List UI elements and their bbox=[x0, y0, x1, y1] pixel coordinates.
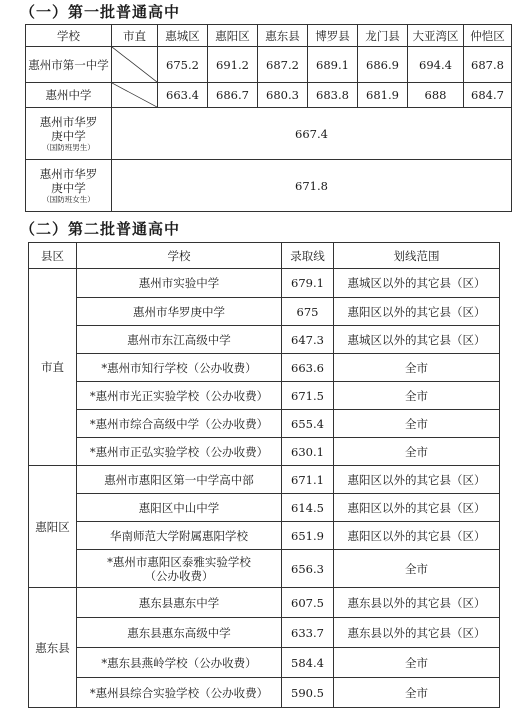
score-cell: 590.5 bbox=[282, 678, 334, 708]
header-cell: 博罗县 bbox=[308, 25, 358, 47]
header-cell: 仲恺区 bbox=[464, 25, 512, 47]
table-row bbox=[29, 326, 500, 354]
empty-diagonal-cell bbox=[112, 83, 158, 108]
school-cell: 惠州市惠阳区第一中学高中部 bbox=[77, 466, 282, 494]
score-cell: 687.2 bbox=[258, 47, 308, 83]
header-cell: 划线范围 bbox=[334, 243, 500, 269]
school-note: （国防班女生） bbox=[42, 195, 95, 204]
range-cell: 全市 bbox=[334, 648, 500, 678]
score-cell: 681.9 bbox=[358, 83, 408, 108]
school-name-line: *惠州市惠阳区泰雅实验学校 bbox=[107, 554, 251, 569]
district-cell: 惠东县 bbox=[29, 588, 77, 708]
score-cell: 655.4 bbox=[282, 410, 334, 438]
merged-score-cell: 671.8 bbox=[112, 160, 512, 212]
table-row bbox=[26, 47, 512, 83]
score-cell: 694.4 bbox=[408, 47, 464, 83]
school-cell: 惠阳区中山中学 bbox=[77, 494, 282, 522]
school-cell: 惠州市实验中学 bbox=[77, 269, 282, 298]
score-cell: 680.3 bbox=[258, 83, 308, 108]
school-cell: *惠州市综合高级中学（公办收费） bbox=[77, 410, 282, 438]
score-cell: 607.5 bbox=[282, 588, 334, 618]
header-cell: 学校 bbox=[77, 243, 282, 269]
table-header-row bbox=[26, 25, 512, 47]
score-cell: 671.1 bbox=[282, 466, 334, 494]
score-cell: 683.8 bbox=[308, 83, 358, 108]
table-row bbox=[26, 160, 512, 212]
score-cell: 651.9 bbox=[282, 522, 334, 550]
range-cell: 全市 bbox=[334, 550, 500, 588]
range-cell: 全市 bbox=[334, 410, 500, 438]
score-cell: 663.6 bbox=[282, 354, 334, 382]
score-cell: 614.5 bbox=[282, 494, 334, 522]
school-cell: 惠东县惠东中学 bbox=[77, 588, 282, 618]
table-row bbox=[29, 298, 500, 326]
range-cell: 惠城区以外的其它县（区） bbox=[334, 326, 500, 354]
score-cell: 688 bbox=[408, 83, 464, 108]
table-row bbox=[29, 410, 500, 438]
school-cell: *惠州市光正实验学校（公办收费） bbox=[77, 382, 282, 410]
range-cell: 惠东县以外的其它县（区） bbox=[334, 618, 500, 648]
first-batch-table bbox=[25, 24, 512, 212]
second-batch-table bbox=[28, 242, 500, 708]
school-cell bbox=[26, 108, 112, 160]
table-row bbox=[29, 588, 500, 618]
range-cell: 全市 bbox=[334, 354, 500, 382]
table-row bbox=[29, 550, 500, 588]
school-cell: 惠东县惠东高级中学 bbox=[77, 618, 282, 648]
range-cell: 惠阳区以外的其它县（区） bbox=[334, 522, 500, 550]
merged-score-cell: 667.4 bbox=[112, 108, 512, 160]
school-note: （国防班男生） bbox=[42, 143, 95, 152]
score-cell: 663.4 bbox=[158, 83, 208, 108]
section1-title: （一）第一批普通高中 bbox=[20, 3, 181, 21]
range-cell: 惠阳区以外的其它县（区） bbox=[334, 466, 500, 494]
score-cell: 633.7 bbox=[282, 618, 334, 648]
table-row bbox=[29, 494, 500, 522]
section2-title: （二）第二批普通高中 bbox=[20, 220, 181, 238]
score-cell: 630.1 bbox=[282, 438, 334, 466]
school-cell bbox=[77, 550, 282, 588]
header-cell: 市直 bbox=[112, 25, 158, 47]
school-name-line: 惠州市华罗 bbox=[39, 115, 98, 129]
table-row bbox=[29, 678, 500, 708]
table-row bbox=[26, 108, 512, 160]
school-name-line: （公办收费） bbox=[144, 568, 214, 583]
table-row bbox=[29, 382, 500, 410]
score-cell: 671.5 bbox=[282, 382, 334, 410]
score-cell: 687.8 bbox=[464, 47, 512, 83]
header-cell: 县区 bbox=[29, 243, 77, 269]
score-cell: 691.2 bbox=[208, 47, 258, 83]
score-cell: 584.4 bbox=[282, 648, 334, 678]
table-header-row bbox=[29, 243, 500, 269]
table-row bbox=[29, 354, 500, 382]
score-cell: 675 bbox=[282, 298, 334, 326]
score-cell: 647.3 bbox=[282, 326, 334, 354]
school-cell: 惠州市第一中学 bbox=[26, 47, 112, 83]
table-row bbox=[29, 522, 500, 550]
table-row bbox=[29, 648, 500, 678]
range-cell: 全市 bbox=[334, 438, 500, 466]
table-row bbox=[29, 438, 500, 466]
score-cell: 686.9 bbox=[358, 47, 408, 83]
score-cell: 686.7 bbox=[208, 83, 258, 108]
school-cell: 惠州中学 bbox=[26, 83, 112, 108]
school-name-line: 庚中学 bbox=[51, 129, 86, 143]
school-cell: 华南师范大学附属惠阳学校 bbox=[77, 522, 282, 550]
header-cell: 惠东县 bbox=[258, 25, 308, 47]
range-cell: 惠阳区以外的其它县（区） bbox=[334, 494, 500, 522]
score-cell: 679.1 bbox=[282, 269, 334, 298]
school-cell: *惠州市知行学校（公办收费） bbox=[77, 354, 282, 382]
school-cell: *惠州市正弘实验学校（公办收费） bbox=[77, 438, 282, 466]
score-cell: 675.2 bbox=[158, 47, 208, 83]
table-row bbox=[29, 618, 500, 648]
table-row bbox=[29, 466, 500, 494]
header-cell: 大亚湾区 bbox=[408, 25, 464, 47]
school-cell bbox=[26, 160, 112, 212]
header-cell: 惠阳区 bbox=[208, 25, 258, 47]
school-cell: 惠州市东江高级中学 bbox=[77, 326, 282, 354]
school-cell: *惠州县综合实验学校（公办收费） bbox=[77, 678, 282, 708]
table-row bbox=[29, 269, 500, 298]
table-row bbox=[26, 83, 512, 108]
school-name-line: 庚中学 bbox=[51, 181, 86, 195]
header-cell: 录取线 bbox=[282, 243, 334, 269]
range-cell: 惠城区以外的其它县（区） bbox=[334, 269, 500, 298]
range-cell: 惠东县以外的其它县（区） bbox=[334, 588, 500, 618]
range-cell: 全市 bbox=[334, 678, 500, 708]
score-cell: 689.1 bbox=[308, 47, 358, 83]
range-cell: 惠阳区以外的其它县（区） bbox=[334, 298, 500, 326]
school-cell: *惠东县燕岭学校（公办收费） bbox=[77, 648, 282, 678]
header-cell: 惠城区 bbox=[158, 25, 208, 47]
score-cell: 684.7 bbox=[464, 83, 512, 108]
school-name-line: 惠州市华罗 bbox=[39, 167, 98, 181]
range-cell: 全市 bbox=[334, 382, 500, 410]
score-cell: 656.3 bbox=[282, 550, 334, 588]
empty-diagonal-cell bbox=[112, 47, 158, 83]
header-cell: 学校 bbox=[26, 25, 112, 47]
district-cell: 惠阳区 bbox=[29, 466, 77, 588]
district-cell: 市直 bbox=[29, 269, 77, 466]
header-cell: 龙门县 bbox=[358, 25, 408, 47]
school-cell: 惠州市华罗庚中学 bbox=[77, 298, 282, 326]
